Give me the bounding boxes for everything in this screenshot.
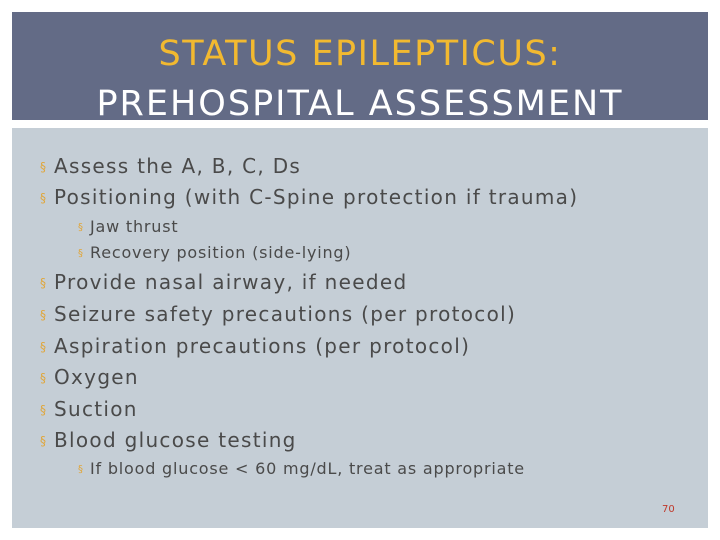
bullet-marker-icon: § [40, 308, 48, 322]
bullet-text: Blood glucose testing [54, 428, 297, 452]
bullet-text: Provide nasal airway, if needed [54, 270, 408, 294]
slide-title-line-2: PREHOSPITAL ASSESSMENT [96, 84, 624, 124]
bullet-item [40, 302, 516, 326]
bullet-text: Aspiration precautions (per protocol) [54, 334, 471, 358]
page-number: 70 [662, 504, 675, 515]
bullet-text: Oxygen [54, 365, 139, 389]
bullet-text: Assess the A, B, C, Ds [54, 154, 302, 178]
bullet-marker-icon: § [78, 464, 84, 475]
bullet-text: Jaw thrust [90, 217, 179, 236]
bullet-marker-icon: § [40, 191, 48, 205]
bullet-marker-icon: § [40, 340, 48, 354]
bullet-item [40, 334, 470, 358]
bullet-marker-icon: § [40, 434, 48, 448]
bullet-text: Seizure safety precautions (per protocol) [54, 302, 517, 326]
bullet-item [40, 270, 407, 294]
bullet-text: Recovery position (side-lying) [90, 243, 352, 262]
bullet-text: If blood glucose < 60 mg/dL, treat as appropriate [90, 459, 525, 478]
bullet-item [40, 397, 138, 421]
bullet-marker-icon: § [40, 276, 48, 290]
bullet-text: Positioning (with C-Spine protection if trauma) [54, 185, 579, 209]
bullet-text: Suction [54, 397, 138, 421]
bullet-item [40, 154, 301, 178]
bullet-item [40, 365, 139, 389]
bullet-item [40, 428, 297, 452]
slide-title-line-1: STATUS EPILEPTICUS: [158, 34, 562, 74]
bullet-item [40, 185, 578, 209]
bullet-marker-icon: § [40, 160, 48, 174]
sub-bullet-item [78, 243, 351, 262]
sub-bullet-item [78, 217, 178, 236]
bullet-marker-icon: § [78, 248, 84, 259]
bullet-marker-icon: § [78, 222, 84, 233]
bullet-marker-icon: § [40, 403, 48, 417]
sub-bullet-item [78, 459, 525, 478]
bullet-marker-icon: § [40, 371, 48, 385]
title-bar [12, 12, 708, 124]
